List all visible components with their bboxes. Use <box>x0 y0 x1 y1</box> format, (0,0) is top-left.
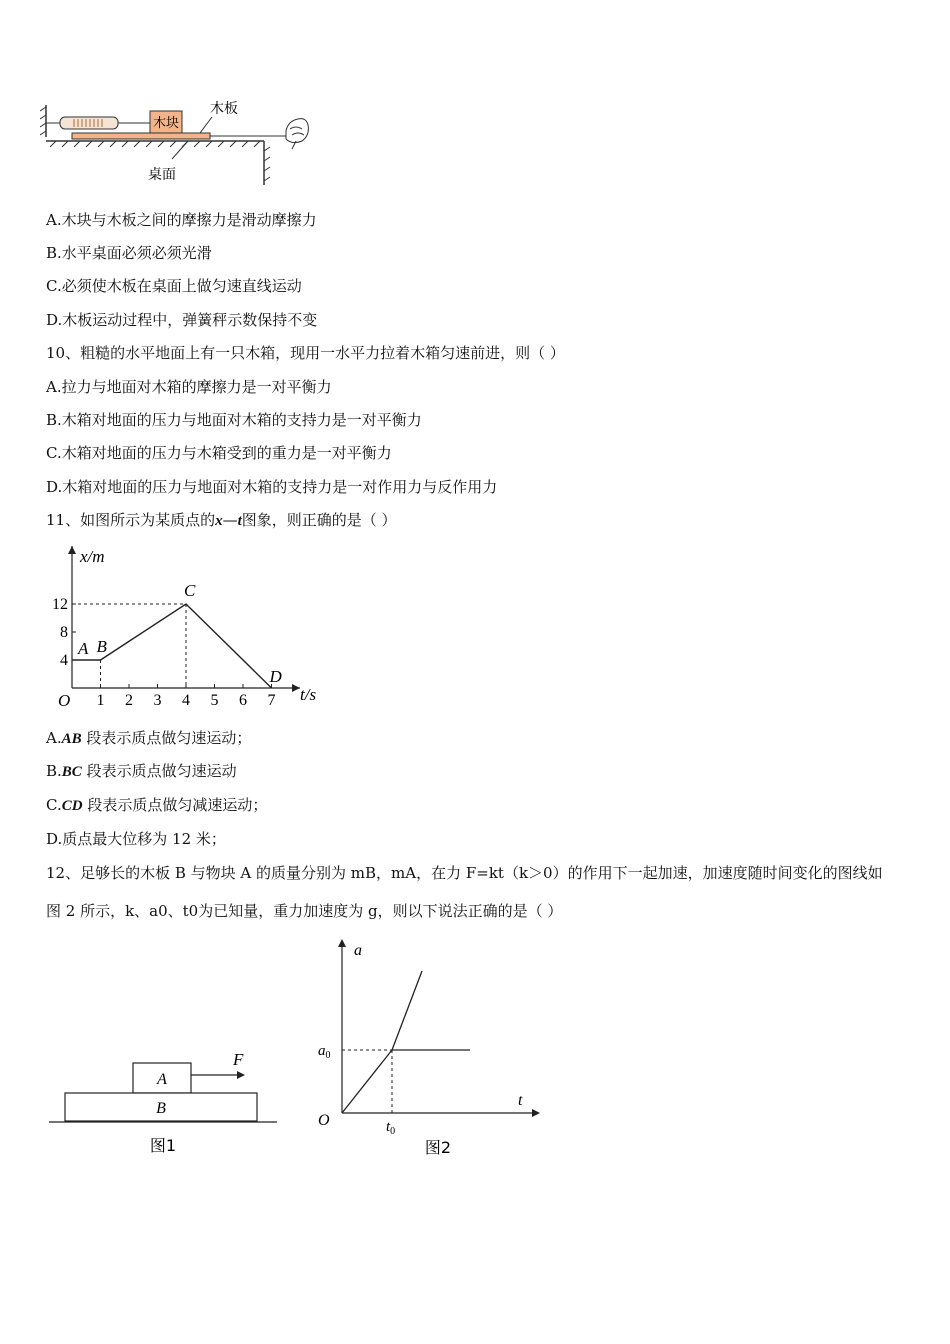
figure1-caption: 图1 <box>149 1136 177 1155</box>
x-tick-label: 6 <box>239 692 247 709</box>
q10-option-a: A.拉力与地面对木箱的摩擦力是一对平衡力 <box>46 378 332 396</box>
force-label: F <box>233 1050 244 1069</box>
point-label-b: B <box>96 637 107 656</box>
q11-option-d: D.质点最大位移为 12 米； <box>46 830 226 848</box>
q11-option-c: C.CD 段表示质点做匀减速运动； <box>46 796 268 814</box>
t-axis-label: t <box>518 1092 523 1109</box>
q12-stem-line2: 图 2 所示，k、a0、t0为已知量，重力加速度为 g，则以下说法正确的是（ ） <box>46 902 563 920</box>
x-axis-label: t/s <box>300 685 317 704</box>
origin-o-label: O <box>318 1112 330 1129</box>
x-tick-label: 3 <box>153 692 162 709</box>
x-tick-label: 7 <box>267 692 276 709</box>
q9-option-c: C.必须使木板在桌面上做匀速直线运动 <box>46 277 302 295</box>
table-label: 桌面 <box>148 167 176 183</box>
a-axis-label: a <box>354 942 362 959</box>
a0-label: $a_0$ <box>318 1043 331 1061</box>
x-tick-label: 4 <box>182 692 190 709</box>
q9-option-b: B.水平桌面必须必须光滑 <box>46 244 212 262</box>
q10-stem: 10、粗糙的水平地面上有一只木箱，现用一水平力拉着木箱匀速前进，则（ ） <box>46 344 565 362</box>
hand-icon <box>286 119 308 149</box>
q11-stem: 11、如图所示为某质点的x—t图象，则正确的是（ ） <box>46 511 397 529</box>
q10-option-c: C.木箱对地面的压力与木箱受到的重力是一对平衡力 <box>46 444 392 462</box>
origin-label: O <box>58 691 71 710</box>
x-tick-label: 2 <box>125 692 133 709</box>
q10-option-d: D.木箱对地面的压力与地面对木箱的支持力是一对作用力与反作用力 <box>46 478 498 496</box>
figure2-caption: 图2 <box>424 1138 452 1157</box>
y-tick-label: 8 <box>60 624 68 641</box>
xt-chart <box>50 538 340 713</box>
q11-option-a: A.AB 段表示质点做匀速运动； <box>46 729 252 747</box>
x-tick-label: 1 <box>96 692 105 709</box>
point-label-a: A <box>78 639 89 658</box>
q11-option-b: B.BC 段表示质点做匀速运动 <box>46 762 237 780</box>
board-b-label: B <box>156 1100 166 1117</box>
t0-label: $t_0$ <box>386 1119 396 1137</box>
y-tick-label: 4 <box>60 652 68 669</box>
board-label: 木板 <box>210 101 238 117</box>
y-axis-label: x/m <box>80 547 105 566</box>
q10-option-b: B.木箱对地面的压力与地面对木箱的支持力是一对平衡力 <box>46 411 422 429</box>
x-tick-label: 5 <box>210 692 219 709</box>
point-label-d: D <box>269 667 282 686</box>
block-board-figure <box>45 1045 285 1160</box>
q9-option-d: D.木板运动过程中，弹簧秤示数保持不变 <box>46 311 318 329</box>
q12-stem-line1: 12、足够长的木板 B 与物块 A 的质量分别为 mB，mA，在力 F=kt（k＞0）的作用下一起加速，加速度随时间变化的图线如 <box>46 864 883 882</box>
point-label-c: C <box>184 581 196 600</box>
y-tick-label: 12 <box>52 596 68 613</box>
q9-option-a: A.木块与木板之间的摩擦力是滑动摩擦力 <box>46 211 317 229</box>
block-label: 木块 <box>152 116 180 131</box>
acceleration-time-figure <box>312 935 552 1160</box>
block-a-label: A <box>157 1071 167 1088</box>
friction-apparatus-figure <box>40 95 320 190</box>
